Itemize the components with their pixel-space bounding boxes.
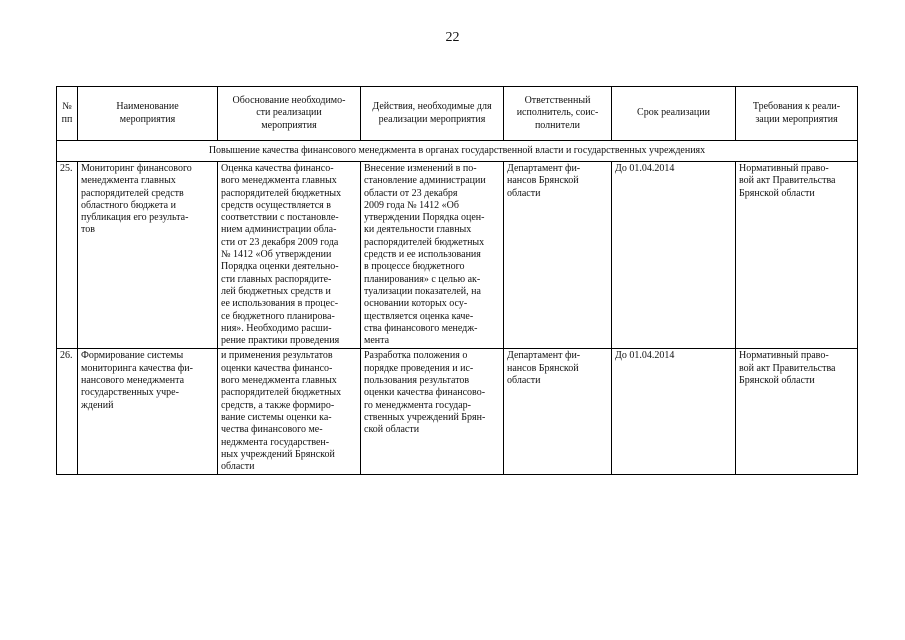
table-header-row [57,87,858,141]
page-number: 22 [445,30,460,45]
measures-table [56,86,858,475]
table-row [57,162,858,349]
row-actions: Внесение изменений в по- становление администрации области от 23 декабря 2009 года № 1412 «Об утверждении Порядка оцен- ки деятельности главных распорядителей бюджетных средств и ее использования в процессе бюджетного планирования» с целью ак- туализации показателей, на основании которых осу- ществляется оценка каче- ства финансового менедж- мента [361,162,504,349]
row-rationale: и применения результатов оценки качества финансо- вого менеджмента главных распорядителей бюджетных средств, а также формиро- вание системы оценки ка- чества финансового ме- неджмента государствен- ных учреждений Брянской области [218,349,361,475]
row-name: Мониторинг финансового менеджмента главных распорядителей средств областного бюджета и публикация его результа- тов [78,162,218,349]
row-deadline: До 01.04.2014 [612,162,736,349]
row-requirements: Нормативный право- вой акт Правительства Брянской области [736,162,858,349]
section-title: Повышение качества финансового менеджмента в органах государственной власти и государственных учреждениях [57,141,858,162]
table-row [57,349,858,475]
row-requirements: Нормативный право- вой акт Правительства Брянской области [736,349,858,475]
header-actions: Действия, необходимые для реализации мероприятия [361,87,504,141]
row-responsible: Департамент фи- нансов Брянской области [504,349,612,475]
row-responsible: Департамент фи- нансов Брянской области [504,162,612,349]
header-requirements: Требования к реали- зации мероприятия [736,87,858,141]
header-deadline: Срок реализации [612,87,736,141]
row-rationale: Оценка качества финансо- вого менеджмента главных распорядителей бюджетных средств осуществляется в соответствии с постановле- нием администрации обла- сти от 23 декабря 2009 года № 1412 «Об утверждении Порядка оценки деятельно- сти главных распорядите- лей бюджетных средств и ее использования в процес- се бюджетного планирова- ния». Необходимо расши- рение практики проведения [218,162,361,349]
header-number: № пп [57,87,78,141]
header-rationale: Обоснование необходимо- сти реализации мероприятия [218,87,361,141]
section-row [57,141,858,162]
header-responsible: Ответственный исполнитель, соис- полнители [504,87,612,141]
header-name: Наименование мероприятия [78,87,218,141]
row-name: Формирование системы мониторинга качества фи- нансового менеджмента государственных учре- ждений [78,349,218,475]
row-number: 26. [57,349,78,475]
row-actions: Разработка положения о порядке проведения и ис- пользования результатов оценки качества финансово- го менеджмента государ- ственных учреждений Брян- ской области [361,349,504,475]
row-number: 25. [57,162,78,349]
row-deadline: До 01.04.2014 [612,349,736,475]
